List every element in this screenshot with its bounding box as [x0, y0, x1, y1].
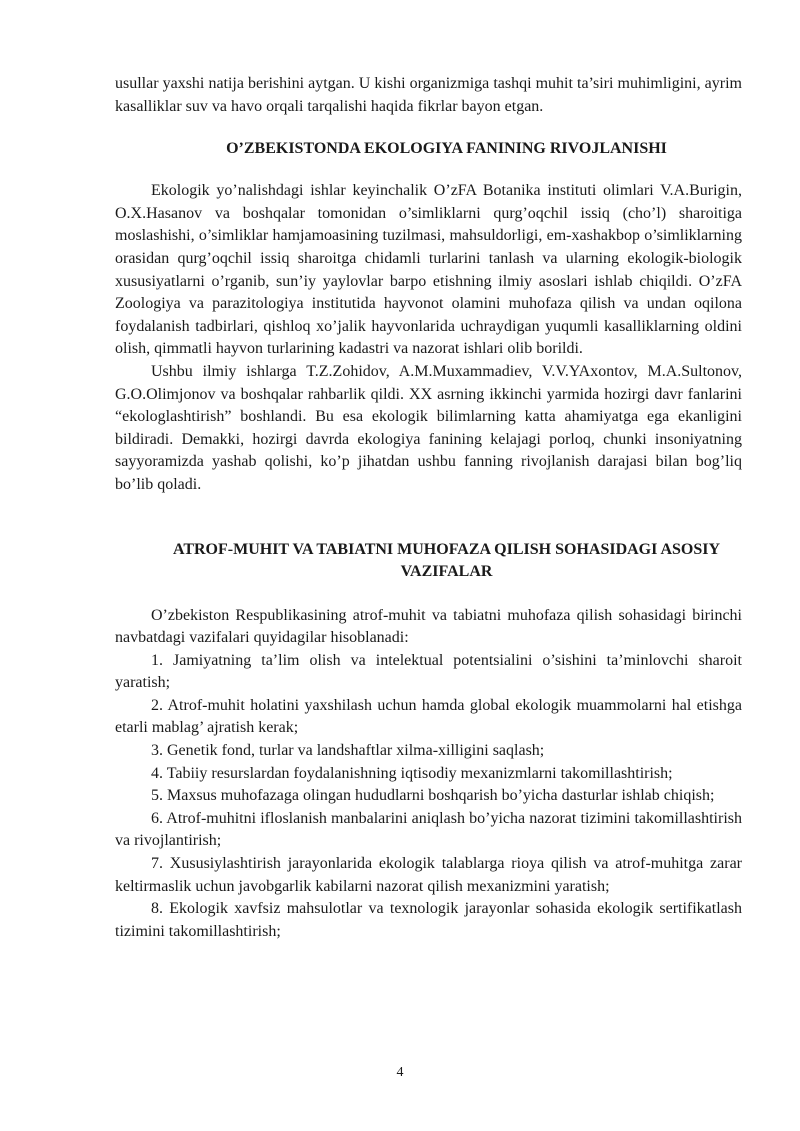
lead-paragraph: O’zbekiston Respublikasining atrof-muhit va tabiatni muhofaza qilish sohasidagi birinchi navbatdagi vazifalari quyidagilar hisoblanadi: [115, 606, 742, 647]
list-item: 2. Atrof-muhit holatini yaxshilash uchun hamda global ekologik muammolarni hal etishga etarli mablag’ ajratish kerak; [115, 696, 742, 737]
list-item: 7. Xususiylashtirish jarayonlarida ekologik talablarga rioya qilish va atrof-muhitga zarar keltirmaslik uchun javobgarlik kabilarni nazorat qilish mexanizmini yaratish; [115, 855, 742, 895]
list-item: 4. Tabiiy resurslardan foydalanishning iqtisodiy mexanizmlarni takomillashtirish; [151, 764, 673, 782]
list-item: 8. Ekologik xavfsiz mahsulotlar va texnologik jarayonlar sohasida ekologik sertifikatlash tizimini takomillashtirish; [115, 900, 742, 940]
list-item: 6. Atrof-muhitni ifloslanish manbalarini aniqlash bo’yicha nazorat tizimini takomillashtirish va rivojlantirish; [115, 809, 742, 850]
section-heading-environment-tasks: ATROF-MUHIT VA TABIATNI MUHOFAZA QILISH SOHASIDAGI ASOSIY VAZIFALAR [172, 540, 721, 580]
paragraph: Ushbu ilmiy ishlarga T.Z.Zohidov, A.M.Muxammadiev, V.V.YAxontov, M.A.Sultonov, G.O.Olimjonov va boshqalar rahbarlik qildi. XX asrning ikkinchi yarmida hozirgi davr fanlarini “ekologlashtirish” boshlandi. Bu esa ekologik bilimlarning katta ahamiyatga ega ekanligini bildiradi. Demakki, hozirgi davrda ekologiya fanining kelajagi porloq, chunki insoniyatning sayyoramizda yashab qolishi, ko’p jihatdan ushbu fanning rivojlanish darajasi bilan bog’liq bo’lib qoladi. [115, 362, 742, 493]
section-heading-ecology-development: O’ZBEKISTONDA EKOLOGIYA FANINING RIVOJLANISHI [226, 140, 667, 158]
paragraph: Ekologik yo’nalishdagi ishlar keyinchalik O’zFA Botanika instituti olimlari V.A.Burigin, O.X.Hasanov va boshqalar tomonidan o’simliklarni qurg’oqchil issiq (cho’l) sharoitiga moslashishi, o’simliklar hamjamoasining tuzilmasi, mahsuldorligi, em-xashakbop o’simliklarning orasidan qurg’oqchil issiq sharoitga chidamli turlarini tanlash va ularning ekologik-biologik xususiyatlarni o’rganib, sun’iy yaylovlar barpo etishning ilmiy asoslari ishlab chiqildi. O’zFA Zoologiya va parazitologiya institutida hayvonot olamini muhofaza qilish va undan oqilona foydalanish tadbirlari, qishloq xo’jalik hayvonlarida uchraydigan yuqumli kasalliklarning oldini olish, qimmatli hayvon turlarining kadastri va nazorat ishlari olib borildi. [115, 182, 742, 358]
intro-paragraph: usullar yaxshi natija berishini aytgan. U kishi organizmiga tashqi muhit ta’siri muhimligini, ayrim kasalliklar suv va havo orqali tarqalishi haqida fikrlar bayon etgan. [115, 75, 742, 115]
list-item: 1. Jamiyatning ta’lim olish va intelektual potentsialini o’sishini ta’minlovchi sharoit yaratish; [115, 651, 742, 692]
list-item: 3. Genetik fond, turlar va landshaftlar xilma-xilligini saqlash; [151, 742, 545, 760]
page-number: 4 [396, 1065, 404, 1080]
list-item: 5. Maxsus muhofazaga olingan hududlarni boshqarish bo’yicha dasturlar ishlab chiqish; [151, 787, 715, 805]
page-content [115, 73, 742, 943]
